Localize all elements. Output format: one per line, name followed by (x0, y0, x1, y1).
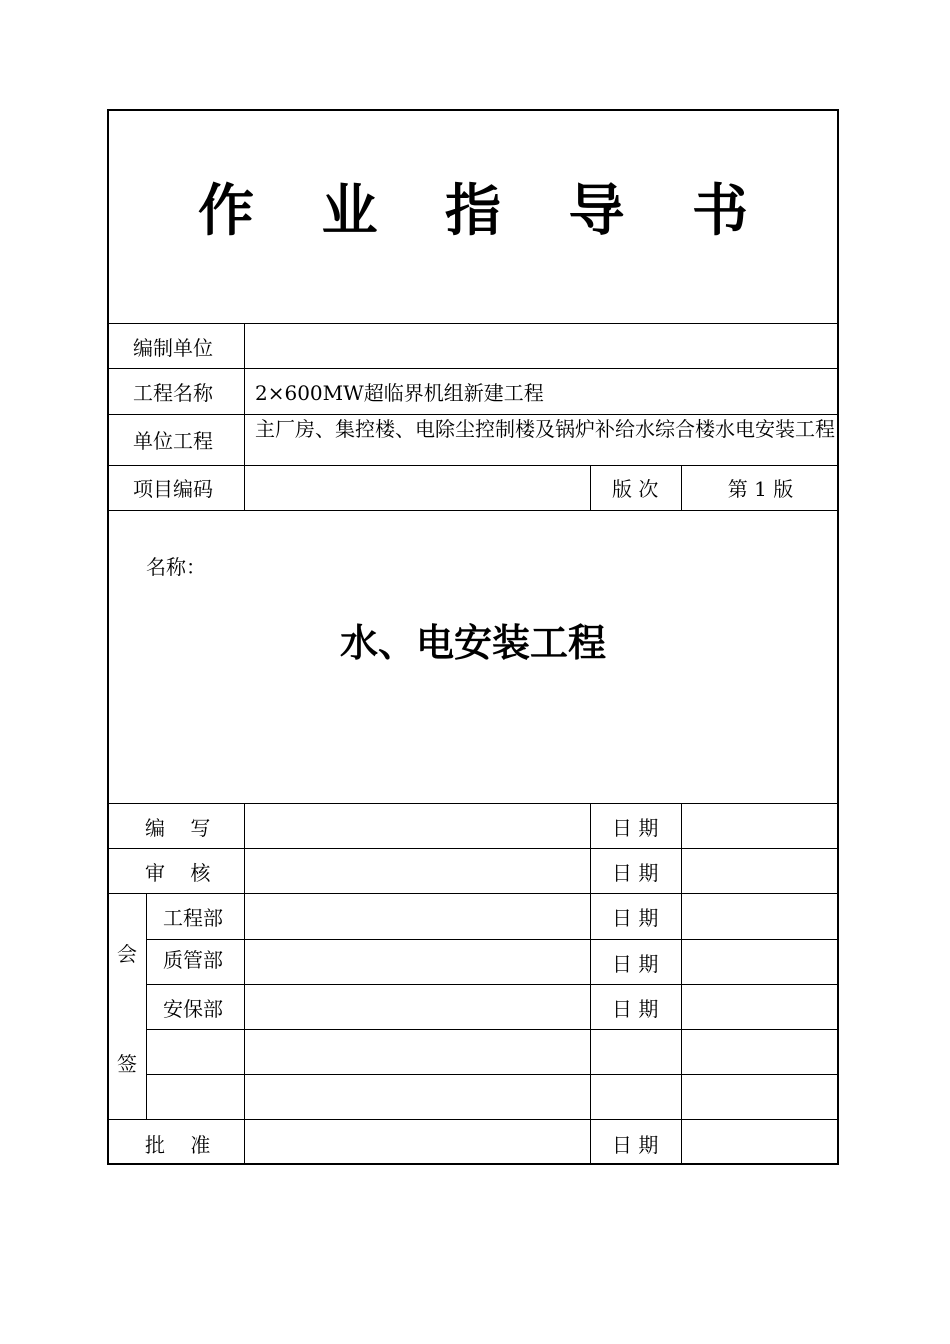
project-name-value: 2×600MW超临界机组新建工程 (255, 381, 544, 405)
column-divider (244, 323, 245, 510)
row-divider (107, 465, 839, 466)
date-label: 日 期 (612, 1133, 659, 1157)
column-divider (590, 465, 591, 510)
row-divider (146, 984, 839, 985)
date-label: 日 期 (612, 952, 659, 976)
version-value: 第 1 版 (727, 477, 794, 501)
row-divider (146, 1074, 839, 1075)
row-divider (107, 368, 839, 369)
row-divider (107, 848, 839, 849)
safety-dept-label: 安保部 (163, 997, 223, 1021)
work-name: 水、电安装工程 (339, 620, 606, 665)
date-label: 日 期 (612, 997, 659, 1021)
row-divider (107, 414, 839, 415)
version-label: 版 次 (612, 477, 659, 501)
column-divider (244, 803, 245, 1165)
name-label: 名称： (146, 555, 206, 579)
write-label: 编 写 (145, 816, 211, 840)
engineering-dept-label: 工程部 (163, 906, 223, 930)
row-divider (146, 939, 839, 940)
review-label: 审 核 (145, 861, 211, 885)
column-divider (681, 803, 682, 1165)
project-name-label: 工程名称 (133, 381, 213, 405)
row-divider (107, 510, 839, 511)
date-label: 日 期 (612, 906, 659, 930)
prepared-unit-label: 编制单位 (133, 336, 213, 360)
document-title: 作 业 指 导 书 (198, 178, 772, 244)
approve-label: 批 准 (145, 1133, 211, 1157)
row-divider (146, 1029, 839, 1030)
row-divider (107, 803, 839, 804)
row-divider (107, 893, 839, 894)
unit-project-value: 主厂房、集控楼、电除尘控制楼及锅炉补给水综合楼水电安装工程 (255, 417, 835, 441)
countersign-label-1: 会 (117, 942, 137, 966)
unit-project-label: 单位工程 (133, 429, 213, 453)
countersign-label-2: 签 (117, 1052, 137, 1076)
date-label: 日 期 (612, 861, 659, 885)
column-divider (590, 803, 591, 1165)
item-code-label: 项目编码 (133, 477, 213, 501)
column-divider (146, 893, 147, 1119)
quality-dept-label: 质管部 (163, 948, 223, 972)
row-divider (107, 323, 839, 324)
date-label: 日 期 (612, 816, 659, 840)
row-divider (107, 1119, 839, 1120)
